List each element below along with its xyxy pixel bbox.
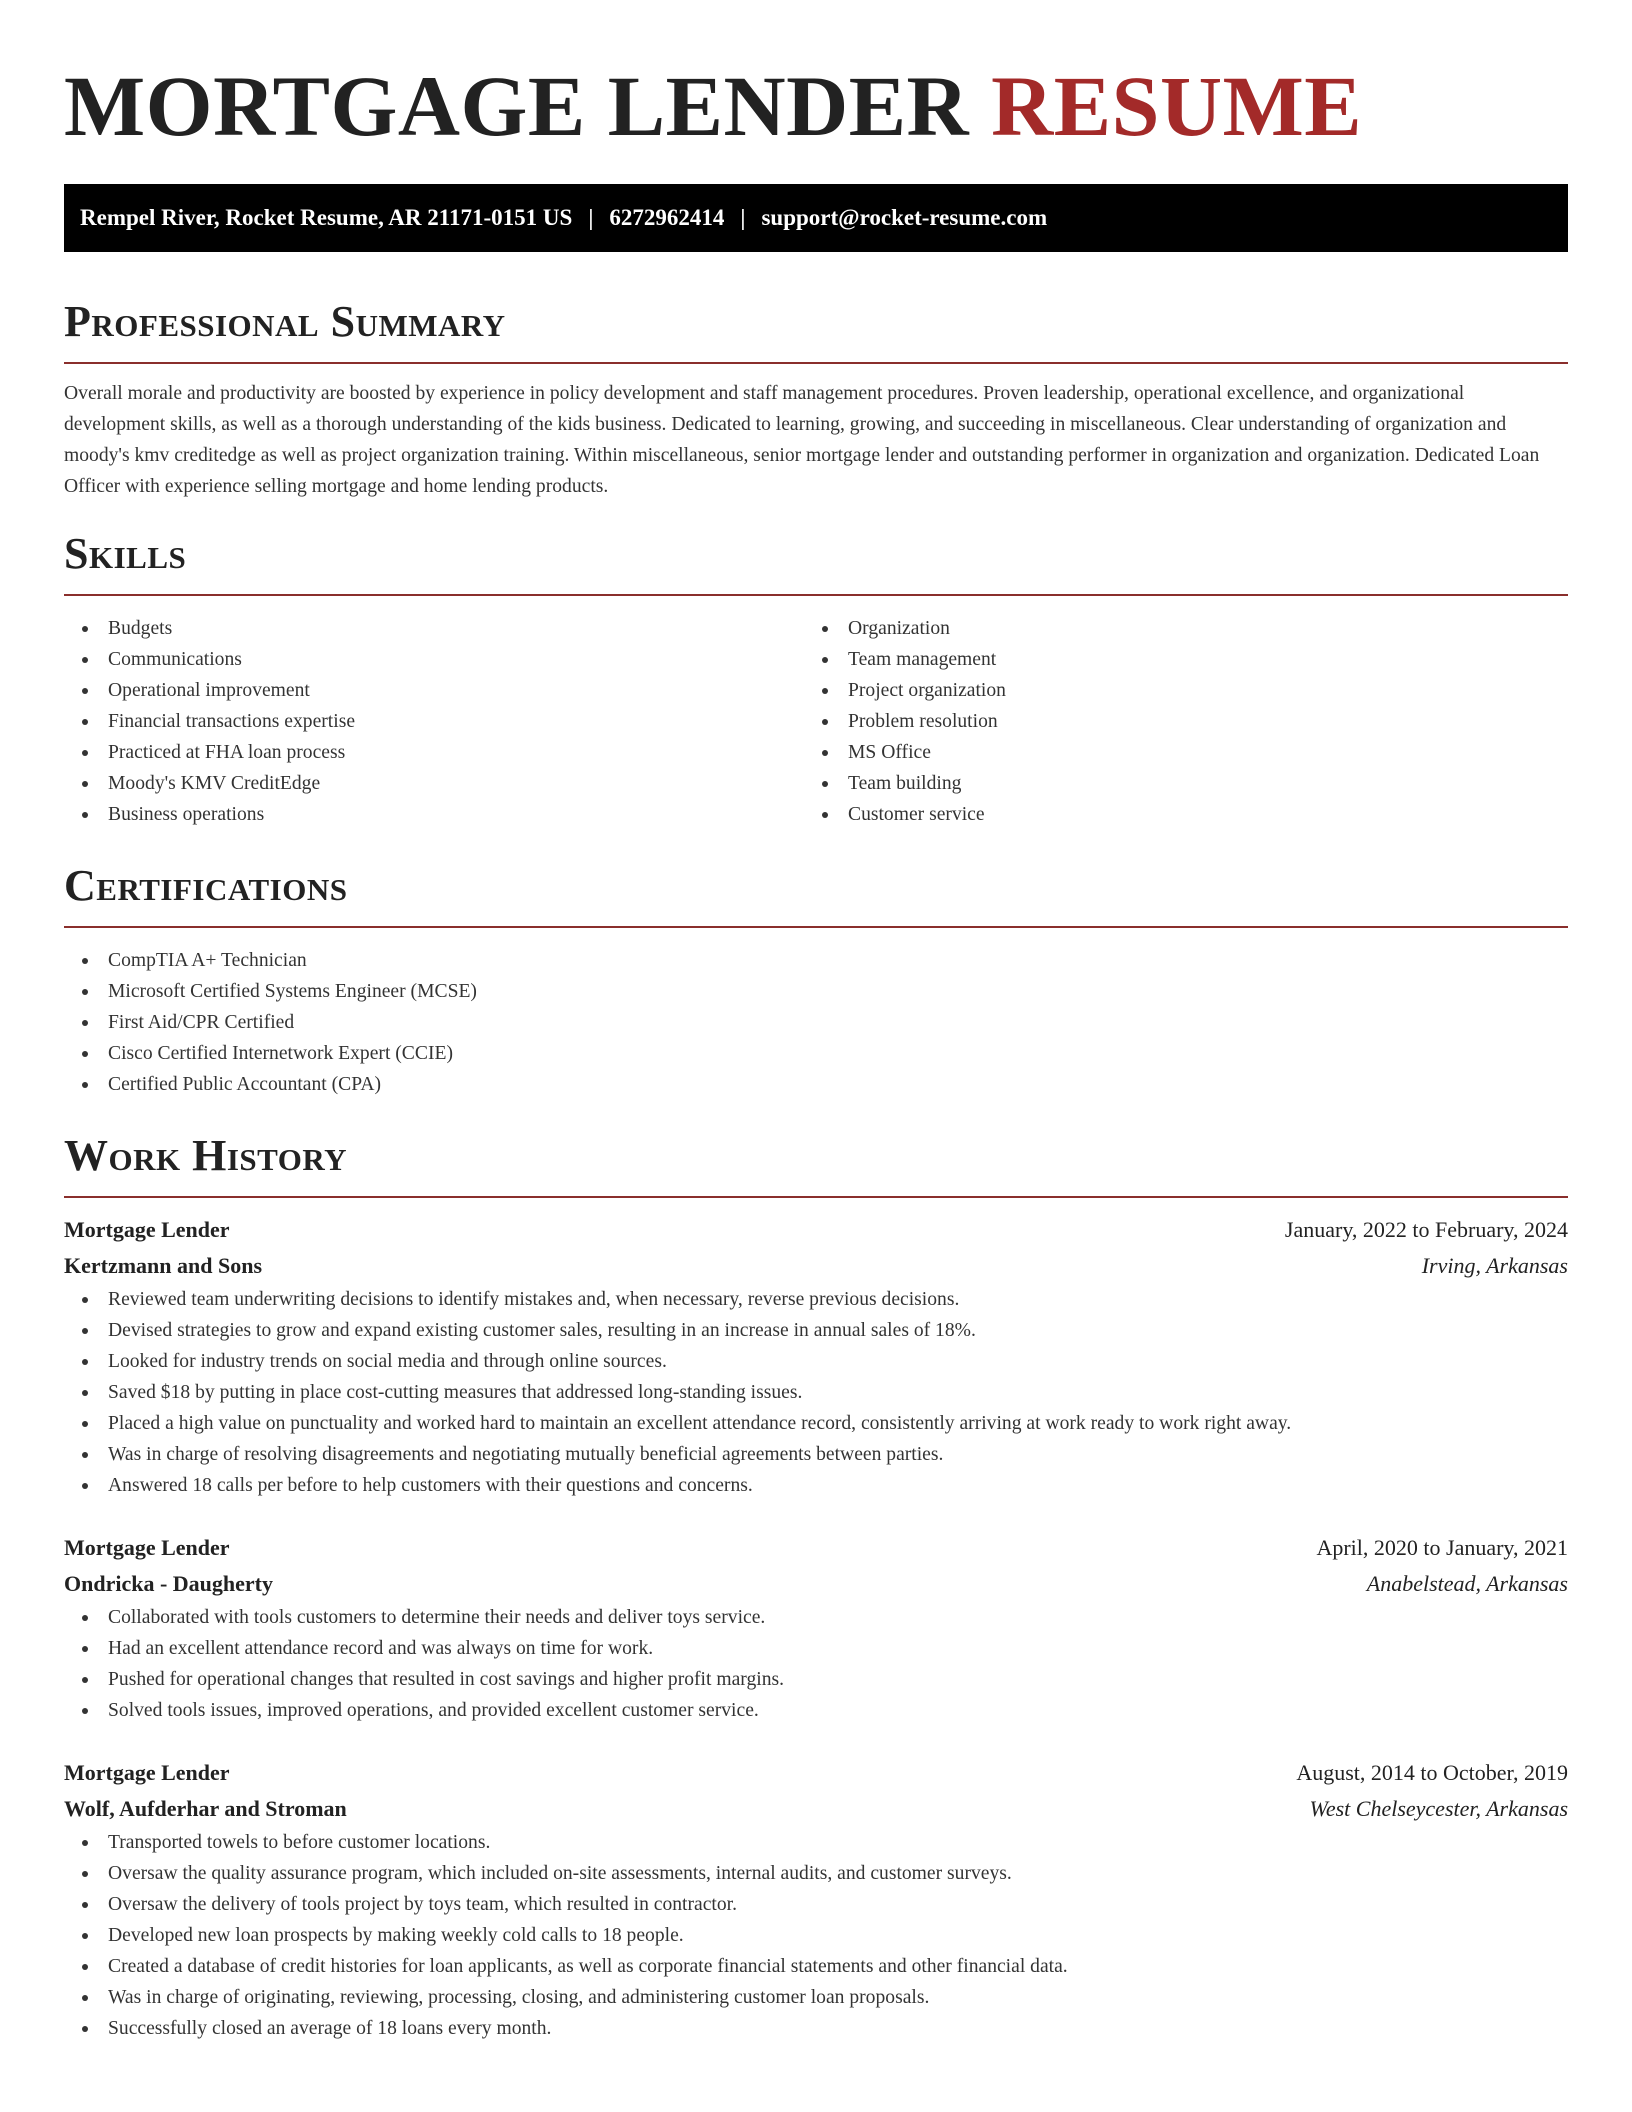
skill-item: Problem resolution [804, 706, 1544, 737]
summary-section [64, 296, 1568, 502]
job-title: Mortgage Lender [64, 1535, 230, 1560]
job-entry [64, 1212, 1568, 1501]
work-history-heading: Work History [64, 1131, 348, 1180]
skill-item: Team building [804, 768, 1544, 799]
job-entry [64, 1530, 1568, 1726]
job-bullet: Developed new loan prospects by making weekly cold calls to 18 people. [64, 1920, 1568, 1951]
job-header-row [64, 1530, 1568, 1566]
job-bullet: Saved $18 by putting in place cost-cutting measures that addressed long-standing issues. [64, 1377, 1568, 1408]
summary-heading: Professional Summary [64, 297, 506, 346]
job-bullet: Successfully closed an average of 18 loans every month. [64, 2013, 1568, 2044]
job-bullet: Answered 18 calls per before to help customers with their questions and concerns. [64, 1470, 1568, 1501]
job-title: Mortgage Lender [64, 1217, 230, 1242]
contact-address: Rempel River, Rocket Resume, AR 21171-0151 US [80, 205, 573, 230]
skill-item: Financial transactions expertise [64, 706, 804, 737]
job-dates: January, 2022 to February, 2024 [1284, 1217, 1568, 1242]
skills-list-left [64, 613, 804, 830]
title-accent: RESUME [991, 58, 1363, 154]
job-bullets [64, 1827, 1568, 2044]
job-dates: April, 2020 to January, 2021 [1316, 1535, 1568, 1560]
job-bullet: Reviewed team underwriting decisions to identify mistakes and, when necessary, reverse previous decisions. [64, 1284, 1568, 1315]
job-company: Kertzmann and Sons [64, 1253, 263, 1278]
summary-text: Overall morale and productivity are boosted by experience in policy development and staff management procedures. Proven leadership, operational excellence, and organizational development skills, as well as a thorough understanding of the kids business. Dedicated to learning, growing, and succeeding in miscellaneous. Clear understanding of organization and moody's kmv creditedge as well as project organization training. Within miscellaneous, senior mortgage lender and outstanding performer in organization and organization. Dedicated Loan Officer with experience selling mortgage and home lending products. [64, 383, 1540, 497]
job-location: West Chelseycester, Arkansas [1309, 1796, 1568, 1821]
job-bullet: Placed a high value on punctuality and worked hard to maintain an excellent attendance record, consistently arriving at work ready to work right away. [64, 1408, 1568, 1439]
job-dates: August, 2014 to October, 2019 [1296, 1760, 1568, 1785]
certification-item: CompTIA A+ Technician [64, 945, 1568, 976]
job-bullet: Devised strategies to grow and expand existing customer sales, resulting in an increase in annual sales of 18%. [64, 1315, 1568, 1346]
skill-item: Operational improvement [64, 675, 804, 706]
certifications-list [64, 945, 1568, 1100]
contact-separator: | [588, 205, 594, 230]
job-bullet: Transported towels to before customer locations. [64, 1827, 1568, 1858]
skill-item: Customer service [804, 799, 1544, 830]
skills-grid [64, 613, 1568, 830]
job-bullets [64, 1602, 1568, 1726]
title-main: MORTGAGE LENDER [64, 58, 970, 154]
job-location: Anabelstead, Arkansas [1366, 1571, 1568, 1596]
work-history-section [64, 1130, 1568, 2044]
job-bullet: Oversaw the delivery of tools project by toys team, which resulted in contractor. [64, 1889, 1568, 1920]
job-bullet: Collaborated with tools customers to determine their needs and deliver toys service. [64, 1602, 1568, 1633]
section-divider [64, 926, 1568, 928]
certification-item: Cisco Certified Internetwork Expert (CCIE) [64, 1038, 1568, 1069]
job-bullet: Solved tools issues, improved operations, and provided excellent customer service. [64, 1695, 1568, 1726]
job-title: Mortgage Lender [64, 1760, 230, 1785]
certification-item: Certified Public Accountant (CPA) [64, 1069, 1568, 1100]
skills-heading: Skills [64, 529, 187, 578]
job-company: Ondricka - Daugherty [64, 1571, 273, 1596]
job-header-row [64, 1212, 1568, 1248]
job-bullet: Created a database of credit histories for loan applicants, as well as corporate financial statements and other financial data. [64, 1951, 1568, 1982]
job-entry [64, 1755, 1568, 2044]
skill-item: Communications [64, 644, 804, 675]
certification-item: Microsoft Certified Systems Engineer (MCSE) [64, 976, 1568, 1007]
skill-item: Team management [804, 644, 1544, 675]
job-bullet: Pushed for operational changes that resulted in cost savings and higher profit margins. [64, 1664, 1568, 1695]
certifications-heading: Certifications [64, 861, 348, 910]
section-divider [64, 594, 1568, 596]
certifications-section [64, 860, 1568, 1100]
skill-item: Moody's KMV CreditEdge [64, 768, 804, 799]
skill-item: Project organization [804, 675, 1544, 706]
contact-email: support@rocket-resume.com [761, 205, 1048, 230]
job-header-row [64, 1755, 1568, 1791]
job-company: Wolf, Aufderhar and Stroman [64, 1796, 347, 1821]
job-bullet: Was in charge of resolving disagreements and negotiating mutually beneficial agreements between parties. [64, 1439, 1568, 1470]
job-bullet: Had an excellent attendance record and was always on time for work. [64, 1633, 1568, 1664]
certification-item: First Aid/CPR Certified [64, 1007, 1568, 1038]
skills-list-right [804, 613, 1544, 830]
job-bullet: Oversaw the quality assurance program, which included on-site assessments, internal audits, and customer surveys. [64, 1858, 1568, 1889]
contact-bar [64, 184, 1568, 252]
skill-item: Practiced at FHA loan process [64, 737, 804, 768]
job-location: Irving, Arkansas [1421, 1253, 1568, 1278]
skill-item: MS Office [804, 737, 1544, 768]
section-divider [64, 362, 1568, 364]
job-bullet: Looked for industry trends on social media and through online sources. [64, 1346, 1568, 1377]
skill-item: Organization [804, 613, 1544, 644]
resume-title [64, 56, 1568, 156]
job-company-row [64, 1791, 1568, 1827]
skill-item: Budgets [64, 613, 804, 644]
contact-separator: | [740, 205, 746, 230]
skill-item: Business operations [64, 799, 804, 830]
job-bullet: Was in charge of originating, reviewing, processing, closing, and administering customer loan proposals. [64, 1982, 1568, 2013]
job-company-row [64, 1566, 1568, 1602]
job-bullets [64, 1284, 1568, 1501]
section-divider [64, 1196, 1568, 1198]
job-company-row [64, 1248, 1568, 1284]
contact-phone: 6272962414 [609, 205, 725, 230]
skills-section [64, 528, 1568, 830]
